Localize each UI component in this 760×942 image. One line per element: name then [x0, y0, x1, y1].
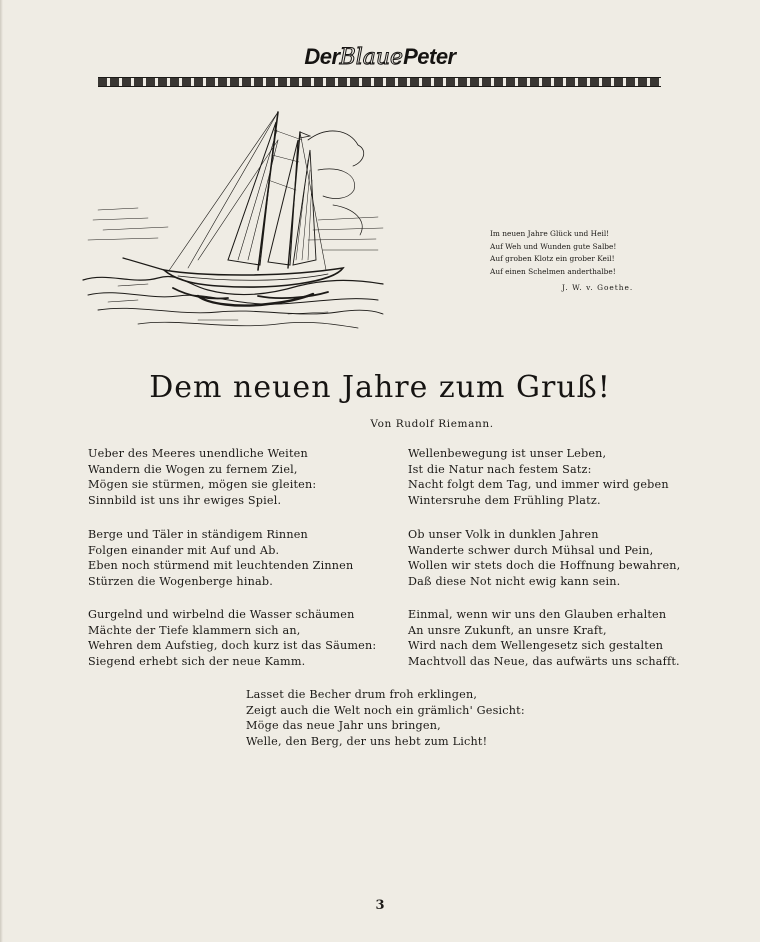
- poem-line: Machtvoll das Neue, das aufwärts uns schafft.: [408, 654, 680, 668]
- poem-line: Wird nach dem Wellengesetz sich gestalten: [408, 639, 664, 653]
- poem-line: Mögen sie stürmen, mögen sie gleiten:: [88, 478, 317, 492]
- goethe-epigraph: [490, 228, 660, 295]
- poem-line: Gurgelnd und wirbelnd die Wasser schäumen: [88, 608, 355, 621]
- poem-line: Nacht folgt dem Tag, und immer wird geben: [408, 478, 669, 492]
- poem-line: Sinnbild ist uns ihr ewiges Spiel.: [88, 493, 282, 507]
- masthead-peter: Peter: [403, 44, 456, 69]
- stanza-left-1: [88, 446, 363, 508]
- poem-line: Siegend erhebt sich der neue Kamm.: [88, 654, 306, 668]
- stanza-left-3: [88, 607, 377, 669]
- poem-line: Lasset die Becher drum froh erklingen,: [246, 688, 478, 701]
- poem-line: Eben noch stürmend mit leuchtenden Zinnen: [88, 559, 354, 573]
- poem-line: Wandern die Wogen zu fernem Ziel,: [88, 462, 298, 476]
- poem-line: Einmal, wenn wir uns den Glauben erhalten: [408, 608, 667, 621]
- masthead-blaue: Blaue: [339, 45, 404, 70]
- epigraph-line: Auf groben Klotz ein grober Keil!: [490, 254, 615, 264]
- decorative-rule-band: [98, 77, 661, 87]
- page-binding-edge: [0, 0, 3, 942]
- poem-line: Ueber des Meeres unendliche Weiten: [88, 447, 308, 460]
- poem-line: Wollen wir stets doch die Hoffnung bewahren,: [408, 559, 681, 573]
- poem-line: Stürzen die Wogenberge hinab.: [88, 574, 274, 588]
- epigraph-line: Auf einen Schelmen anderthalbe!: [490, 266, 616, 276]
- poem-line: Ob unser Volk in dunklen Jahren: [408, 528, 599, 541]
- stanza-right-2: [408, 527, 681, 589]
- poem-title: Dem neuen Jahre zum Gruß!: [149, 370, 611, 405]
- poem-line: Möge das neue Jahr uns bringen,: [246, 719, 441, 733]
- poem-line: Wehren dem Aufstieg, doch kurz ist das Säumen:: [88, 639, 377, 653]
- poem-line: Wellenbewegung ist unser Leben,: [408, 447, 607, 460]
- poem-line: Wanderte schwer durch Mühsal und Pein,: [408, 543, 654, 557]
- masthead-der: Der: [304, 44, 340, 69]
- poem-byline: Von Rudolf Riemann.: [370, 418, 494, 430]
- poem-line: Folgen einander mit Auf und Ab.: [88, 543, 280, 557]
- poem-line: Mächte der Tiefe klammern sich an,: [88, 623, 301, 637]
- page-number: 3: [375, 898, 385, 913]
- sailing-ship-illustration: [78, 100, 388, 338]
- poem-line: Welle, den Berg, der uns hebt zum Licht!: [246, 734, 488, 748]
- stanza-right-1: [408, 446, 678, 508]
- poem-line: Zeigt auch die Welt noch ein grämlich' Gesicht:: [246, 703, 525, 717]
- epigraph-author: J. W. v. Goethe.: [562, 283, 634, 293]
- poem-line: Ist die Natur nach festem Satz:: [408, 462, 592, 476]
- poem-line: Wintersruhe dem Frühling Platz.: [408, 493, 601, 507]
- stanza-left-2: [88, 527, 363, 589]
- masthead: [0, 44, 760, 74]
- stanza-final: [246, 687, 525, 749]
- stanza-right-3: [408, 607, 678, 669]
- poem-line: Daß diese Not nicht ewig kann sein.: [408, 574, 621, 588]
- epigraph-line: Auf Weh und Wunden gute Salbe!: [490, 241, 617, 251]
- epigraph-line: Im neuen Jahre Glück und Heil!: [490, 229, 610, 238]
- poem-line: An unsre Zukunft, an unsre Kraft,: [408, 623, 607, 637]
- poem-line: Berge und Täler in ständigem Rinnen: [88, 528, 308, 541]
